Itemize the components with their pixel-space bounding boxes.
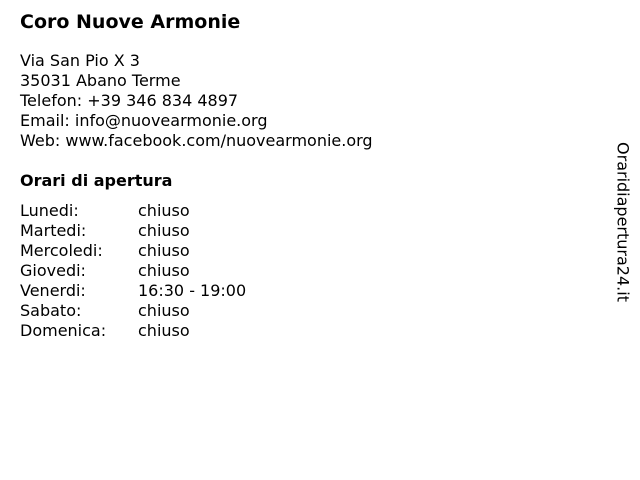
day-hours: chiuso (138, 241, 190, 260)
website-line: Web: www.facebook.com/nuovearmonie.org (20, 131, 373, 150)
hours-row-thursday (20, 261, 600, 281)
day-label: Venerdi: (20, 281, 86, 300)
day-label: Lunedi: (20, 201, 79, 220)
email-line: Email: info@nuovearmonie.org (20, 111, 268, 130)
hours-heading: Orari di apertura (20, 171, 173, 190)
hours-row-wednesday (20, 241, 600, 261)
hours-row-monday (20, 201, 600, 221)
day-hours: chiuso (138, 301, 190, 320)
opening-hours-table (20, 201, 600, 341)
hours-row-friday (20, 281, 600, 301)
day-label: Giovedi: (20, 261, 86, 280)
day-label: Sabato: (20, 301, 82, 320)
day-hours: chiuso (138, 221, 190, 240)
hours-row-sunday (20, 321, 600, 341)
street-address: Via San Pio X 3 (20, 51, 140, 70)
hours-row-saturday (20, 301, 600, 321)
day-hours: chiuso (138, 261, 190, 280)
day-label: Mercoledi: (20, 241, 103, 260)
day-label: Martedi: (20, 221, 87, 240)
contact-block (20, 51, 600, 151)
day-hours: chiuso (138, 201, 190, 220)
business-card (20, 9, 600, 341)
day-label: Domenica: (20, 321, 107, 340)
phone-line: Telefon: +39 346 834 4897 (20, 91, 239, 110)
postal-city: 35031 Abano Terme (20, 71, 181, 90)
day-hours: 16:30 - 19:00 (138, 281, 247, 300)
hours-row-tuesday (20, 221, 600, 241)
day-hours: chiuso (138, 321, 190, 340)
site-watermark: Oraridiapertura24.it (613, 142, 633, 302)
business-name: Coro Nuove Armonie (20, 11, 241, 33)
